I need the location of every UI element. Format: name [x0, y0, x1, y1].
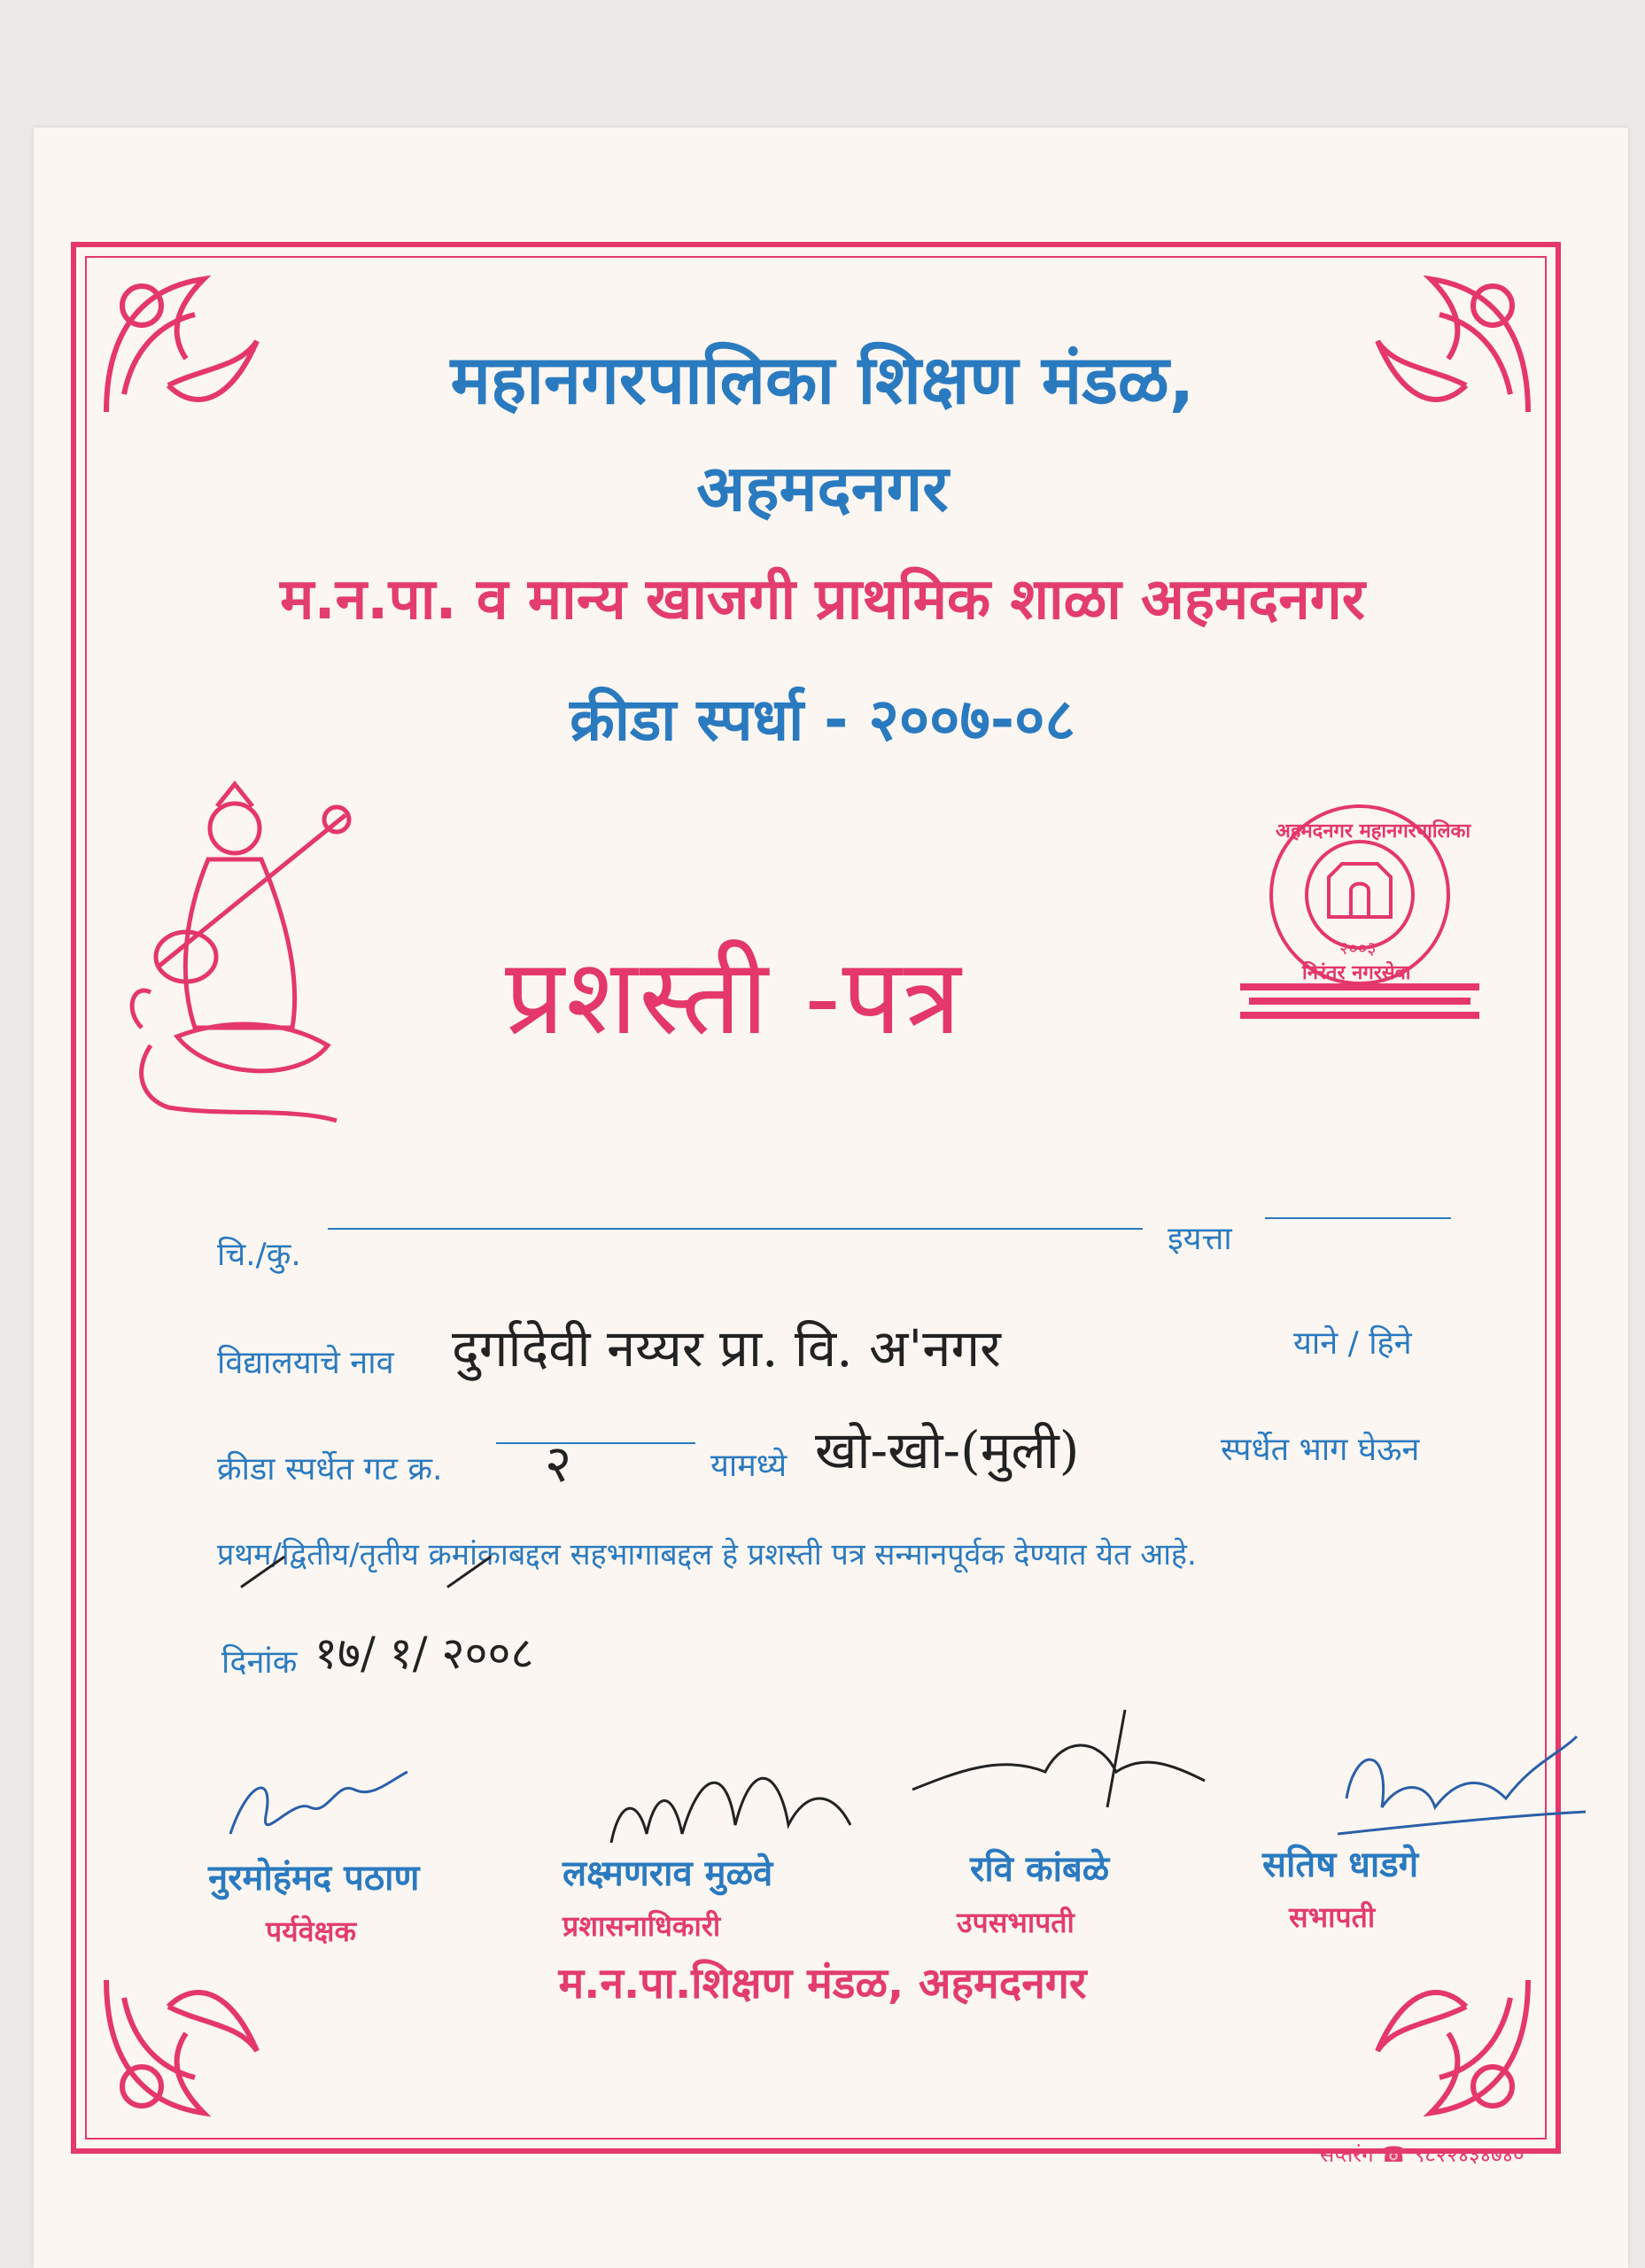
emblem-motto: निरंतर नगरसेवा	[1302, 962, 1411, 984]
signatory-4-name: सतिष धाडगे	[1262, 1845, 1419, 1885]
event-label: यामध्ये	[710, 1448, 788, 1484]
group-line	[496, 1442, 695, 1444]
signature-1	[213, 1745, 434, 1852]
school-label: विद्यालयाचे नाव	[217, 1345, 394, 1381]
rank-statement: प्रथम/द्वितीय/तृतीय क्रमांकाबद्दल सहभागाबद्दल हे प्रशस्ती पत्र सन्मानपूर्वक देण्यात येत आहे.	[217, 1537, 1197, 1573]
school-name-handwritten: दुर्गादेवी नय्यर प्रा. वि. अ'नगर	[452, 1318, 1001, 1379]
class-line	[1265, 1217, 1451, 1219]
date-label: दिनांक	[221, 1644, 298, 1681]
header-board-name: महानगरपालिका शिक्षण मंडळ,	[450, 340, 1195, 419]
class-label: इयत्ता	[1168, 1221, 1232, 1257]
signatory-1-name: नुरमोहंमद पठाण	[208, 1858, 420, 1899]
signatory-1-role: पर्यवेक्षक	[266, 1915, 357, 1948]
signatory-4-role: सभापती	[1289, 1900, 1376, 1934]
signature-3	[904, 1701, 1222, 1834]
header-event: क्रीडा स्पर्धा - २००७-०८	[570, 686, 1075, 754]
name-line	[328, 1228, 1143, 1230]
signatory-3-name: रवि कांबळे	[970, 1849, 1110, 1890]
saraswati-illustration	[124, 780, 381, 1125]
event-suffix: स्पर्धेत भाग घेऊन	[1221, 1432, 1420, 1468]
signatory-2-name: लक्ष्मणराव मुळवे	[563, 1853, 773, 1894]
signatory-2-role: प्रशासनाधिकारी	[563, 1909, 721, 1943]
emblem-text-top: अहमदनगर महानगरपालिका	[1276, 820, 1471, 843]
group-label: क्रीडा स्पर्धेत गट क्र.	[217, 1451, 443, 1487]
header-city: अहमदनगर	[696, 451, 949, 525]
school-suffix: याने / हिने	[1293, 1325, 1412, 1362]
event-name-handwritten: खो-खो-(मुली)	[815, 1420, 1080, 1480]
emblem-year: २००३	[1339, 937, 1377, 959]
group-number-handwritten: २	[545, 1433, 572, 1494]
header-schools: म.न.पा. व मान्य खाजगी प्राथमिक शाळा अहमदनगर	[280, 567, 1365, 633]
signature-2	[602, 1736, 868, 1860]
name-label: चि./कु.	[217, 1237, 301, 1273]
date-handwritten: १७/ १/ २००८	[314, 1627, 534, 1679]
certificate-title: प्रशस्ती -पत्र	[505, 936, 963, 1058]
printer-credit: सप्तरंग ☎ ९८२२४३४७४०	[1320, 2142, 1525, 2167]
signature-4	[1329, 1728, 1595, 1852]
signatory-3-role: उपसभापती	[957, 1906, 1075, 1939]
issuing-authority: म.न.पा.शिक्षण मंडळ, अहमदनगर	[558, 1959, 1087, 2008]
